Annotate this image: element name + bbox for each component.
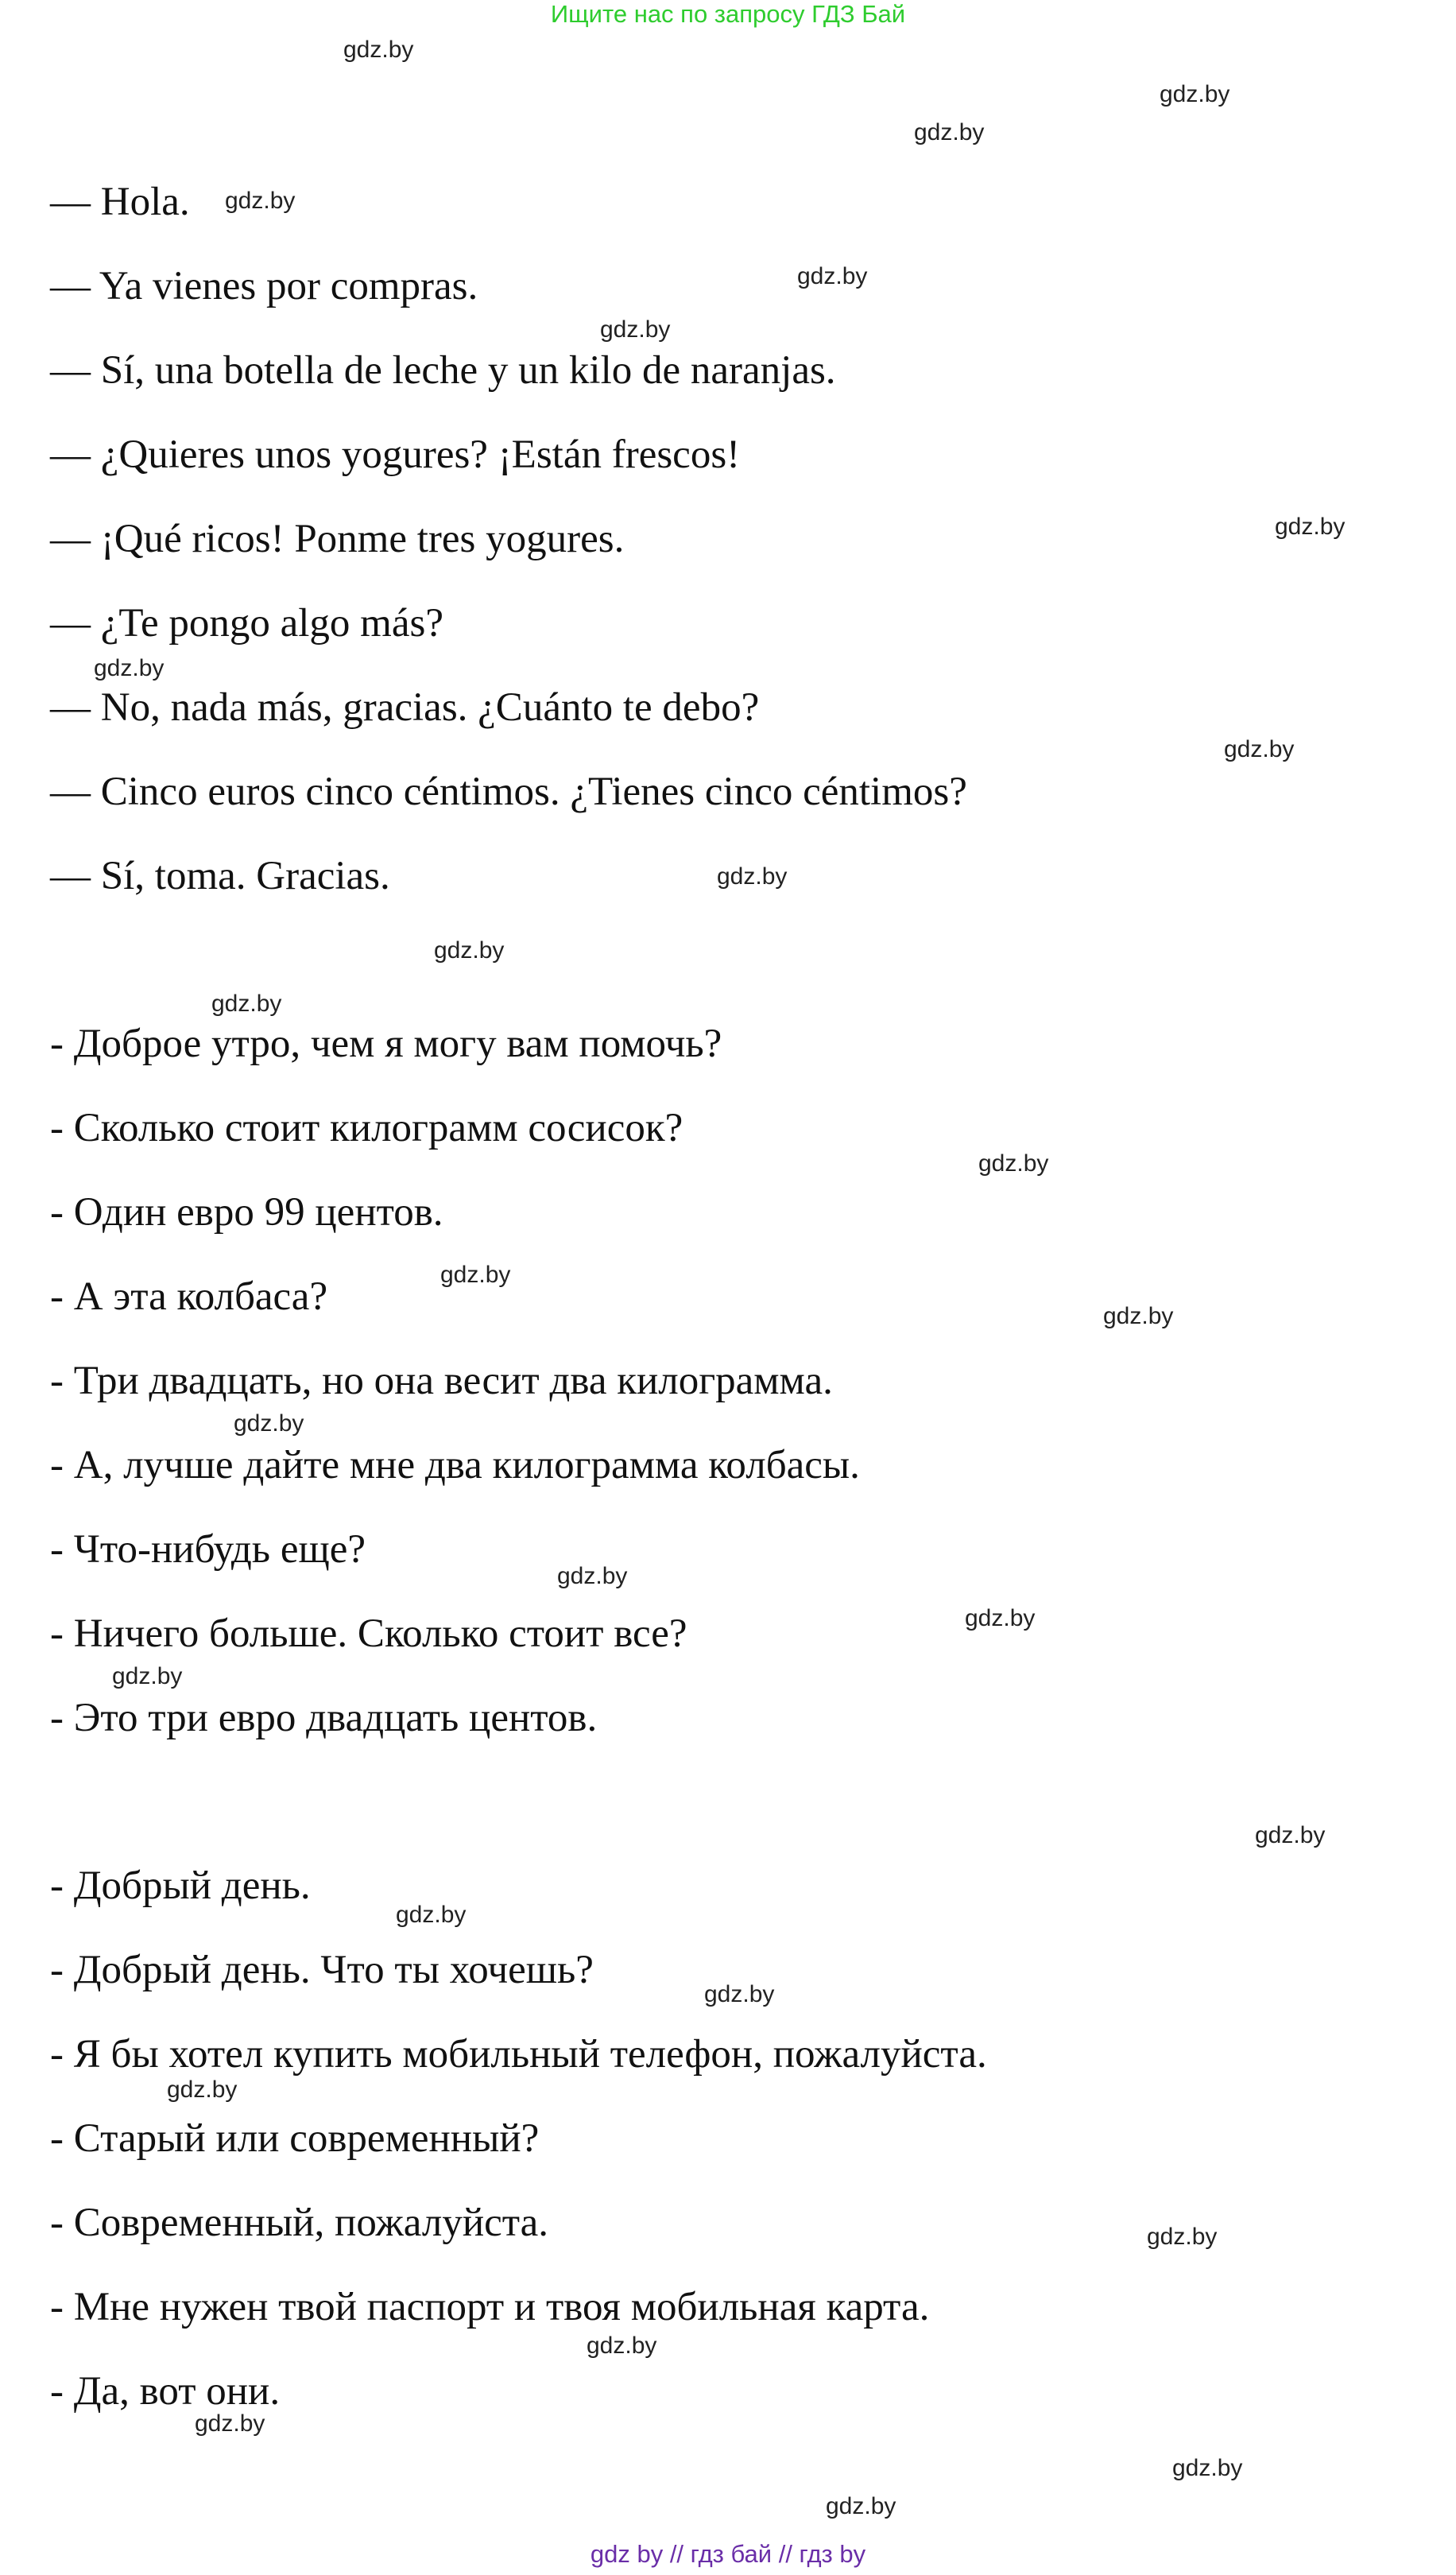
dialogue-line: - Старый или современный? — [50, 2116, 540, 2161]
watermark: gdz.by — [1172, 2455, 1243, 2481]
dialogue-line: - Сколько стоит килограмм сосисок? — [50, 1106, 683, 1150]
watermark: gdz.by — [94, 655, 165, 681]
dialogue-line: — Cinco euros cinco céntimos. ¿Tienes cinco céntimos? — [50, 770, 967, 814]
dialogue-line: - Добрый день. — [50, 1863, 311, 1908]
dialogue-line: — ¿Quieres unos yogures? ¡Están frescos! — [50, 432, 741, 477]
watermark: gdz.by — [1224, 736, 1295, 762]
watermark: gdz.by — [557, 1563, 628, 1589]
dialogue-line: — Ya vienes por compras. — [50, 264, 478, 308]
watermark: gdz.by — [440, 1262, 511, 1288]
dialogue-line: - Это три евро двадцать центов. — [50, 1696, 598, 1740]
dialogue-line: - А эта колбаса? — [50, 1274, 328, 1319]
watermark: gdz.by — [587, 2333, 657, 2359]
watermark: gdz.by — [978, 1150, 1049, 1177]
dialogue-line: - Доброе утро, чем я могу вам помочь? — [50, 1022, 722, 1066]
watermark: gdz.by — [112, 1663, 183, 1689]
watermark: gdz.by — [225, 188, 296, 214]
dialogue-line: - Современный, пожалуйста. — [50, 2201, 549, 2245]
dialogue-line: - Один евро 99 центов. — [50, 1190, 443, 1235]
watermark: gdz.by — [965, 1605, 1036, 1631]
dialogue-line: - Добрый день. Что ты хочешь? — [50, 1948, 594, 1992]
watermark: gdz.by — [211, 991, 282, 1017]
dialogue-line: - Да, вот они. — [50, 2369, 281, 2414]
watermark: gdz.by — [234, 1410, 304, 1437]
watermark: gdz.by — [195, 2410, 265, 2437]
watermark: gdz.by — [396, 1902, 467, 1928]
dialogue-line: — Sí, una botella de leche y un kilo de naranjas. — [50, 348, 836, 393]
watermark: gdz.by — [797, 263, 868, 289]
dialogue-line: - Мне нужен твой паспорт и твоя мобильная карта. — [50, 2285, 930, 2329]
watermark: gdz.by — [826, 2493, 896, 2519]
watermark: gdz.by — [167, 2077, 238, 2103]
watermark: gdz.by — [704, 1981, 775, 2007]
watermark: gdz.by — [1103, 1303, 1174, 1329]
footer-links[interactable]: gdz by // гдз бай // гдз by — [590, 2540, 866, 2568]
dialogue-line: — Hola. — [50, 180, 190, 224]
watermark: gdz.by — [343, 37, 414, 63]
watermark: gdz.by — [600, 316, 671, 343]
dialogue-line: - Три двадцать, но она весит два килограмма. — [50, 1359, 833, 1403]
watermark: gdz.by — [717, 863, 788, 890]
watermark: gdz.by — [1147, 2224, 1218, 2250]
dialogue-line: — Sí, toma. Gracias. — [50, 854, 390, 898]
watermark: gdz.by — [434, 937, 505, 964]
dialogue-line: — ¡Qué ricos! Ponme tres yogures. — [50, 517, 625, 561]
watermark: gdz.by — [1275, 514, 1346, 540]
watermark: gdz.by — [1255, 1822, 1326, 1848]
watermark: gdz.by — [1160, 81, 1230, 107]
watermark: gdz.by — [914, 119, 985, 145]
dialogue-line: — ¿Te pongo algo más? — [50, 601, 443, 646]
search-banner[interactable]: Ищите нас по запросу ГДЗ Бай — [550, 0, 906, 28]
dialogue-line: - А, лучше дайте мне два килограмма колбасы. — [50, 1443, 860, 1487]
dialogue-line: - Ничего больше. Сколько стоит все? — [50, 1611, 687, 1656]
dialogue-line: — No, nada más, gracias. ¿Cuánto te debo? — [50, 685, 760, 730]
dialogue-line: - Я бы хотел купить мобильный телефон, пожалуйста. — [50, 2032, 987, 2077]
dialogue-line: - Что-нибудь еще? — [50, 1527, 366, 1572]
